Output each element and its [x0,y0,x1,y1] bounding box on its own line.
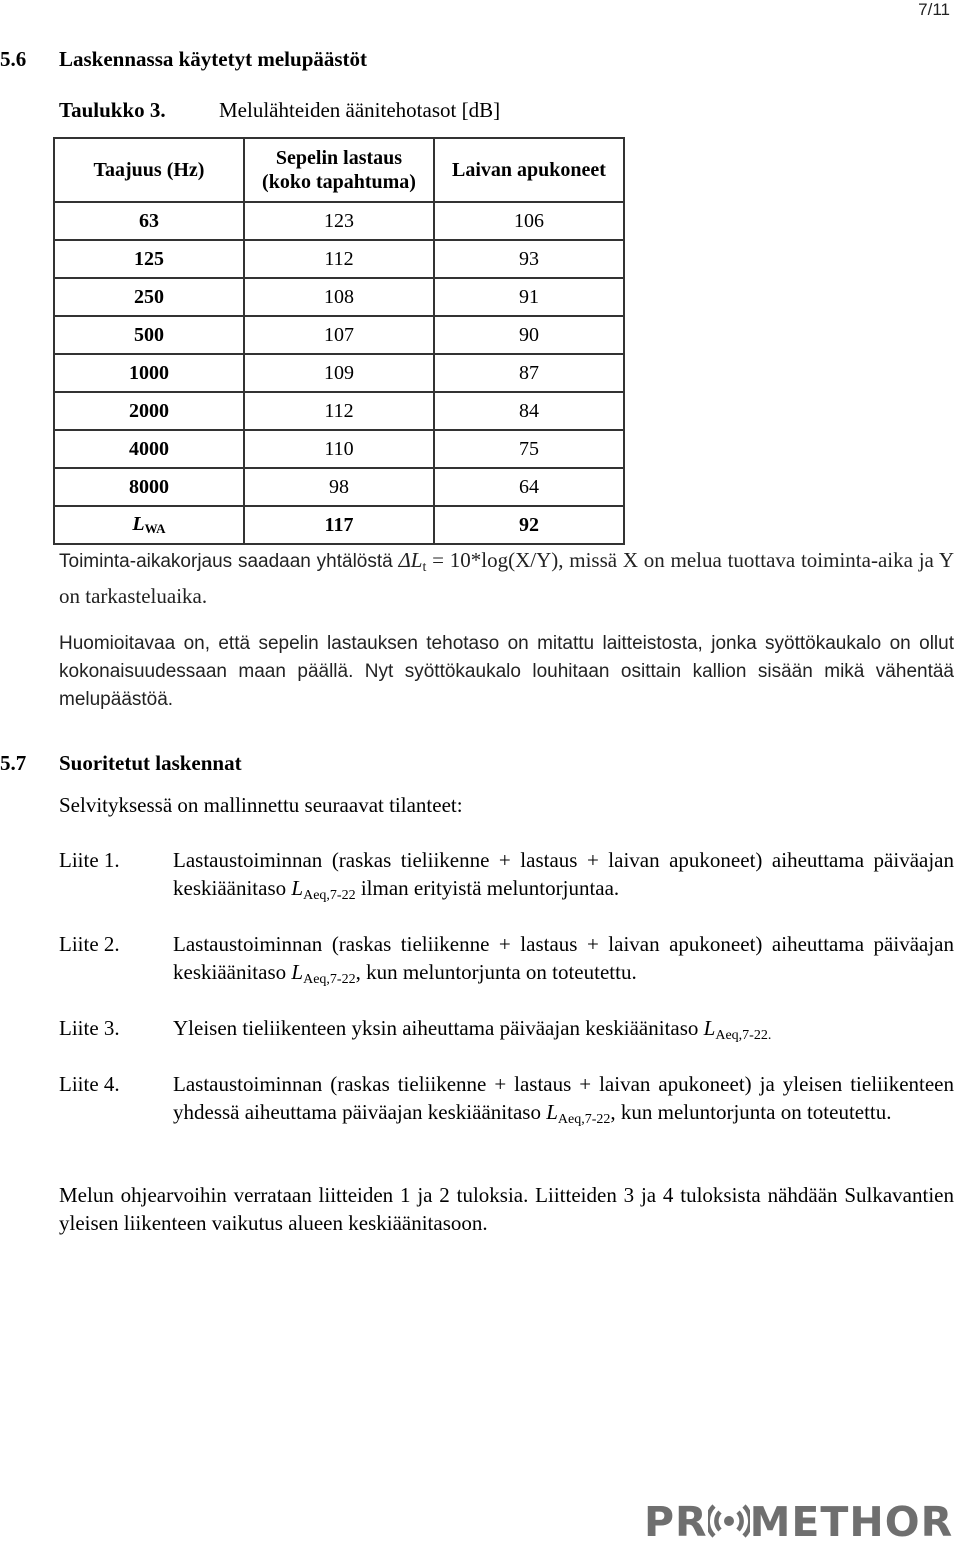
leq-subscript: Aeq,7-22 [303,972,356,987]
header-ship-auxiliary: Laivan apukoneet [434,138,624,202]
para1-after: = 10*log(X/Y), missä X on melua tuottava toiminta-aika ja Y on tarkasteluaika. [59,548,954,608]
cell-ship: 87 [434,354,624,392]
appendix-text [173,930,954,994]
table-sum-row [54,506,624,544]
cell-ship: 90 [434,316,624,354]
table-row [54,354,624,392]
leq-symbol: L [546,1100,558,1124]
page-number: 7/11 [918,0,950,19]
lwa-symbol: L [132,513,145,535]
cell-gravel: 107 [244,316,434,354]
leq-symbol: L [291,876,304,900]
table-header-row [54,138,624,202]
cell-frequency: 1000 [54,354,244,392]
cell-gravel: 112 [244,240,434,278]
para1-before: Toiminta-aikakorjaus saadaan yhtälöstä [59,551,399,572]
appendix-label: Liite 4. [59,1072,120,1096]
appendix-text-before: Lastaustoiminnan (raskas tieliikenne + lastaus + laivan apukoneet) ja yleisen tieliikenteen yhdessä aiheuttama päiväajan keskiäänitaso [173,1072,954,1124]
table-caption-text: Melulähteiden äänitehotasot [dB] [219,98,501,122]
header-gravel-loading-line2: (koko tapahtuma) [262,171,416,193]
table-row [54,202,624,240]
section-title: Laskennassa käytetyt melupäästöt [59,47,368,71]
delta-l-symbol: ΔL [398,548,423,572]
section-heading-5-7 [0,751,242,776]
table-row [54,430,624,468]
appendix-text-after: , kun meluntorjunta on toteutettu. [355,960,637,984]
cell-frequency: 4000 [54,430,244,468]
appendix-text [173,1014,954,1050]
appendix-text-after: , kun meluntorjunta on toteutettu. [610,1100,892,1124]
leq-subscript: Aeq,7-22 [303,888,356,903]
table-caption [59,98,500,123]
paragraph-note: Huomioitavaa on, että sepelin lastauksen tehotaso on mitattu laitteistosta, jonka syöttökaukalo on ollut kokonaisuudessaan maan päällä. Nyt syöttökaukalo louhitaan osittain kallion sisään mikä vähentää melupäästöä. [59,633,954,710]
cell-ship: 84 [434,392,624,430]
logo-text-after: METHOR [749,1498,954,1546]
section-number: 5.6 [0,47,27,71]
appendix-text-before: Lastaustoiminnan (raskas tieliikenne + lastaus + laivan apukoneet) aiheuttama päiväajan keskiäänitaso [173,932,954,984]
cell-lwa-label [54,506,244,544]
appendix-label: Liite 2. [59,932,120,956]
cell-lwa-ship: 92 [434,506,624,544]
cell-ship: 93 [434,240,624,278]
cell-gravel: 112 [244,392,434,430]
leq-subscript: Aeq,7-22. [715,1028,772,1043]
appendix-text-before: Lastaustoiminnan (raskas tieliikenne + lastaus + laivan apukoneet) aiheuttama päiväajan keskiäänitaso [173,848,954,900]
lwa-subscript: WA [144,521,166,536]
cell-lwa-gravel: 117 [244,506,434,544]
section-title: Suoritetut laskennat [59,751,242,775]
logo-text-before: PR [644,1498,708,1546]
paragraph-intro: Selvityksessä on mallinnettu seuraavat tilanteet: [59,793,463,817]
cell-ship: 75 [434,430,624,468]
noise-emission-table [53,137,625,545]
cell-ship: 91 [434,278,624,316]
section-heading-5-6 [0,47,367,72]
cell-frequency: 2000 [54,392,244,430]
header-gravel-loading-line1: Sepelin lastaus [275,147,403,169]
cell-gravel: 109 [244,354,434,392]
cell-gravel: 110 [244,430,434,468]
appendix-text-after: ilman erityistä meluntorjuntaa. [355,876,620,900]
cell-frequency: 125 [54,240,244,278]
cell-ship: 64 [434,468,624,506]
cell-frequency: 500 [54,316,244,354]
table-row [54,316,624,354]
header-frequency: Taajuus (Hz) [54,138,244,202]
leq-symbol: L [291,960,304,984]
cell-frequency: 250 [54,278,244,316]
appendix-text-before: Yleisen tieliikenteen yksin aiheuttama päiväajan keskiäänitaso [173,1016,704,1040]
leq-subscript: Aeq,7-22 [557,1112,611,1127]
paragraph-time-correction [59,546,954,612]
table-caption-label: Taulukko 3. [59,98,166,122]
cell-ship: 106 [434,202,624,240]
appendix-label: Liite 1. [59,848,120,872]
section-number: 5.7 [0,751,27,775]
table-row [54,278,624,316]
appendix-label: Liite 3. [59,1016,120,1040]
table-row [54,468,624,506]
paragraph-conclusion: Melun ohjearvoihin verrataan liitteiden 1 ja 2 tuloksia. Liitteiden 3 ja 4 tuloksista nähdään Sulkavantien yleisen liikenteen vaikutus alueen keskiäänitasoon. [59,1183,954,1235]
cell-frequency: 63 [54,202,244,240]
cell-frequency: 8000 [54,468,244,506]
leq-symbol: L [703,1016,716,1040]
logo-o-signal-icon [708,1500,750,1540]
delta-l-subscript: t [422,560,427,575]
table-row [54,392,624,430]
cell-gravel: 98 [244,468,434,506]
appendix-text [173,1070,954,1134]
cell-gravel: 108 [244,278,434,316]
table-row [54,240,624,278]
header-gravel-loading [244,138,434,202]
cell-gravel: 123 [244,202,434,240]
promethor-logo [644,1500,956,1544]
appendix-text [173,846,954,910]
